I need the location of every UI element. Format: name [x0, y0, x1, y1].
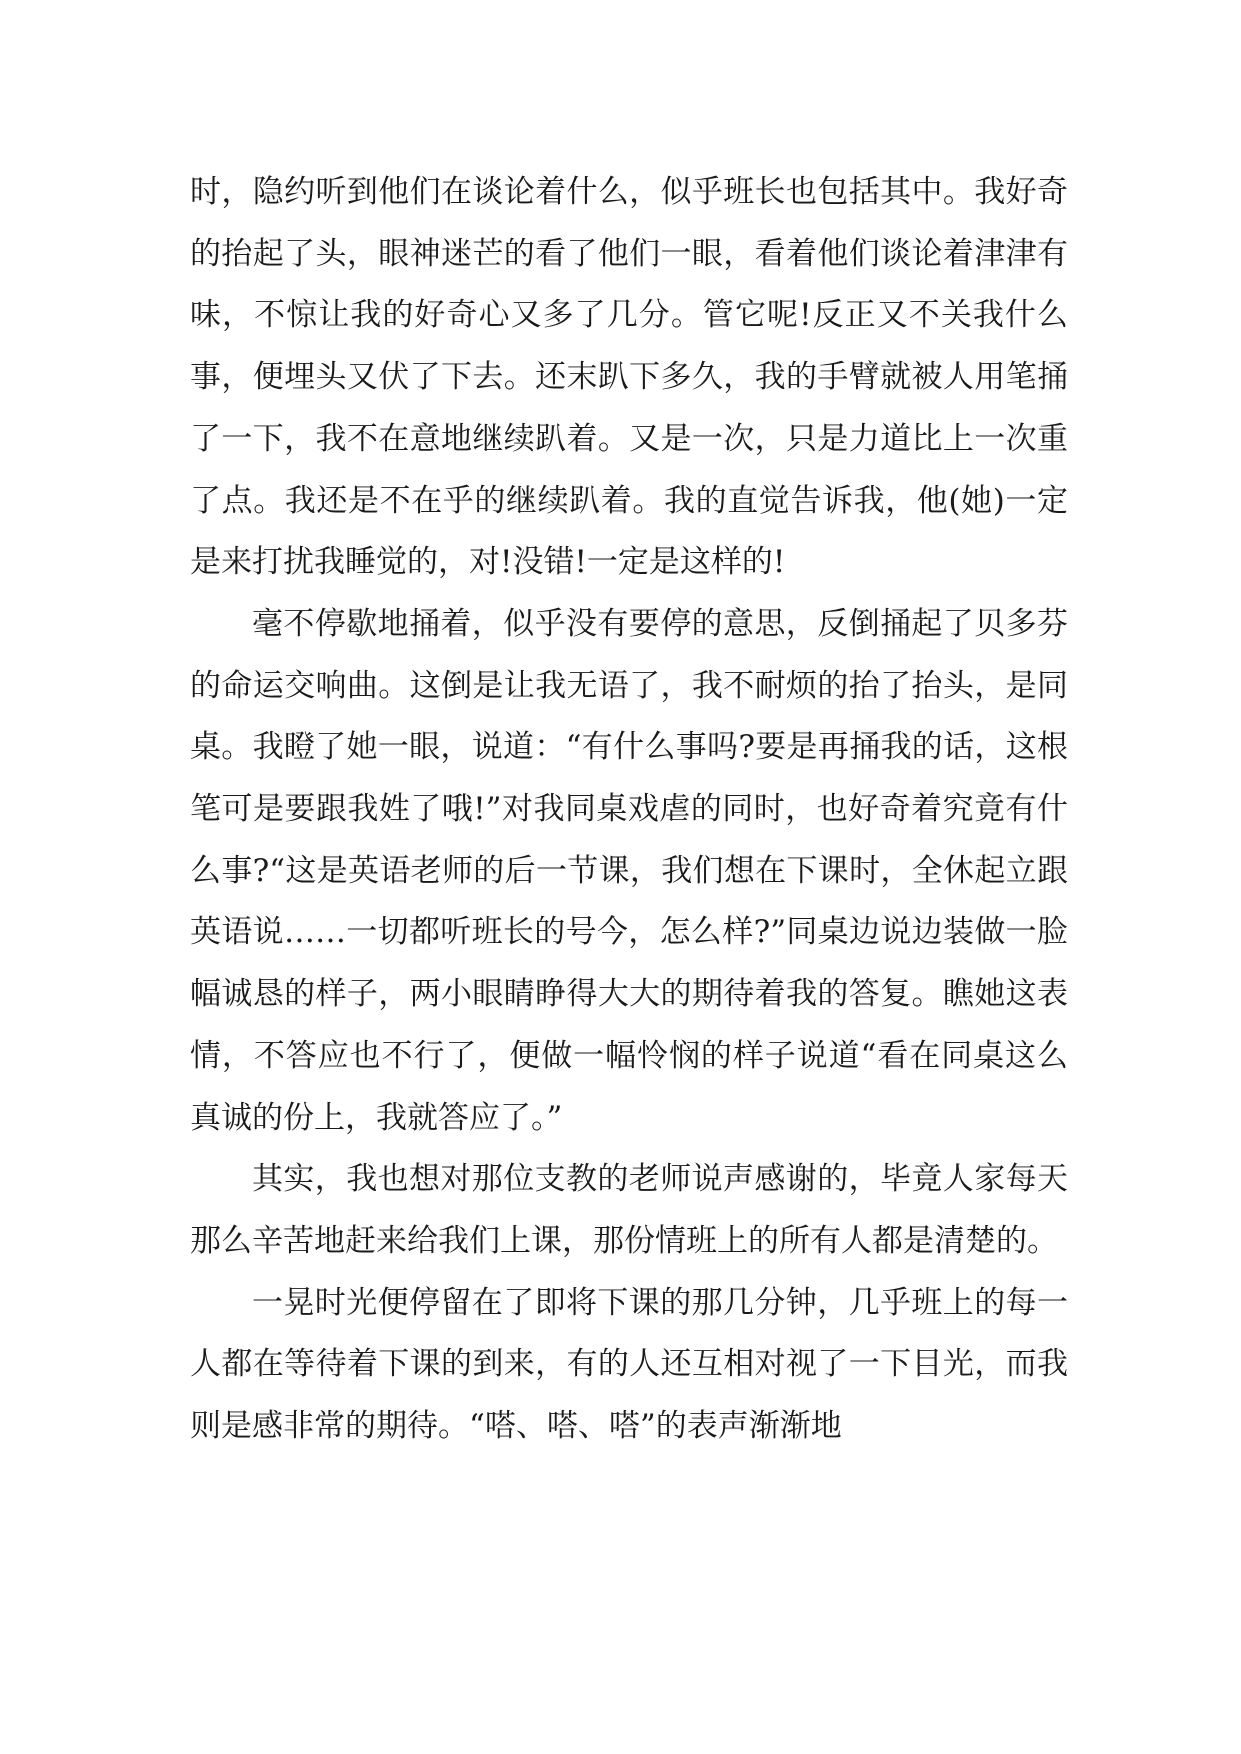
paragraph-4: 一晃时光便停留在了即将下课的那几分钟，几乎班上的每一人都在等待着下课的到来，有的人还互相对视了一下目光，而我则是感非常的期待。“嗒、嗒、嗒”的表声渐渐地	[190, 1284, 1068, 1445]
paragraph-3: 其实，我也想对那位支教的老师说声感谢的，毕竟人家每天那么辛苦地赶来给我们上课，那份情班上的所有人都是清楚的。	[190, 1161, 1068, 1259]
body-text	[190, 162, 1068, 1458]
paragraph-2: 毫不停歇地捅着，似乎没有要停的意思，反倒捅起了贝多芬的命运交响曲。这倒是让我无语了，我不耐烦的抬了抬头，是同桌。我瞪了她一眼，说道：“有什么事吗?要是再捅我的话，这根笔可是要跟我姓了哦!”对我同桌戏虐的同时，也好奇着究竟有什么事?“这是英语老师的后一节课，我们想在下课时，全休起立跟英语说……一切都听班长的号今，怎么样?”同桌边说边装做一脸幅诚恳的样子，两小眼睛睁得大大的期待着我的答复。瞧她这表情，不答应也不行了，便做一幅怜悯的样子说道“看在同桌这么真诚的份上，我就答应了。”	[190, 605, 1068, 1136]
paragraph-1: 时，隐约听到他们在谈论着什么，似乎班长也包括其中。我好奇的抬起了头，眼神迷芒的看了他们一眼，看着他们谈论着津津有味，不惊让我的好奇心又多了几分。管它呢!反正又不关我什么事，便埋头又伏了下去。还末趴下多久，我的手臂就被人用笔捅了一下，我不在意地继续趴着。又是一次，只是力道比上一次重了点。我还是不在乎的继续趴着。我的直觉告诉我，他(她)一定是来打扰我睡觉的，对!没错!一定是这样的!	[190, 174, 1068, 581]
